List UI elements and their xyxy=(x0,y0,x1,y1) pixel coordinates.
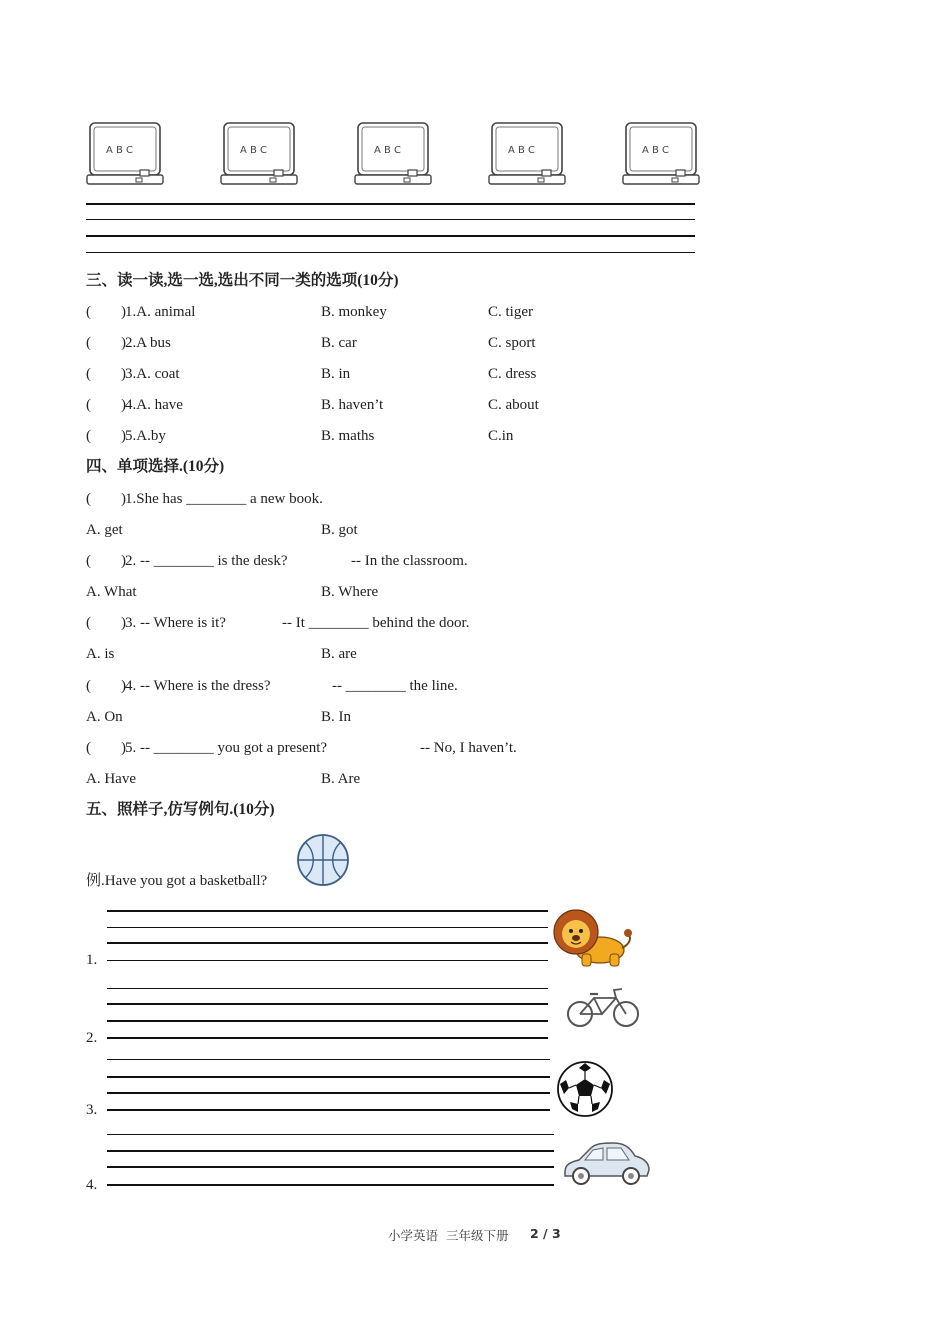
football-icon xyxy=(556,1060,614,1118)
answer-paren[interactable]: ( ) xyxy=(86,397,126,413)
answer-text: -- ________ the line. xyxy=(332,678,458,694)
writing-line[interactable] xyxy=(107,1134,554,1135)
blackboard-1 xyxy=(86,120,164,188)
bicycle-icon xyxy=(564,984,644,1030)
option-b: B. In xyxy=(321,709,351,725)
option-c: C.in xyxy=(488,428,514,444)
writing-line[interactable] xyxy=(86,235,695,237)
item-number: 1. xyxy=(86,952,98,968)
writing-line[interactable] xyxy=(107,1020,548,1022)
answer-text: -- No, I haven’t. xyxy=(420,740,517,756)
question-text: 4. -- Where is the dress? xyxy=(125,678,271,694)
section-3-title: 三、读一读,选一选,选出不同一类的选项(10分) xyxy=(86,272,399,289)
option-b: B. monkey xyxy=(321,304,387,320)
question-text: 5.A.by xyxy=(125,428,166,444)
option-b: B. in xyxy=(321,366,351,382)
question-text: 2. -- ________ is the desk? xyxy=(125,553,288,569)
writing-line[interactable] xyxy=(107,988,548,989)
writing-line[interactable] xyxy=(86,203,695,205)
blackboard-3 xyxy=(354,120,432,188)
lion-icon xyxy=(552,908,634,968)
svg-text:A B C: A B C xyxy=(106,145,134,156)
item-number: 4. xyxy=(86,1177,98,1193)
example-sentence: 例.Have you got a basketball? xyxy=(86,873,268,889)
writing-line[interactable] xyxy=(86,252,695,253)
option-b: B. Where xyxy=(321,584,379,600)
option-a: A. On xyxy=(86,709,123,725)
writing-line[interactable] xyxy=(107,942,548,944)
section-4-title: 四、单项选择.(10分) xyxy=(86,458,225,475)
svg-text:A B C: A B C xyxy=(374,145,402,156)
svg-text:A B C: A B C xyxy=(240,145,268,156)
option-b: B. Are xyxy=(321,771,361,787)
car-icon xyxy=(559,1136,651,1190)
question-text: 2.A bus xyxy=(125,335,171,351)
answer-paren[interactable]: ( ) xyxy=(86,491,126,507)
blackboard-5 xyxy=(622,120,700,188)
question-text: 5. -- ________ you got a present? xyxy=(125,740,328,756)
option-c: C. tiger xyxy=(488,304,533,320)
option-a: A. get xyxy=(86,522,123,538)
section-5-title: 五、照样子,仿写例句.(10分) xyxy=(86,801,275,818)
writing-line[interactable] xyxy=(107,1037,548,1039)
option-b: B. car xyxy=(321,335,357,351)
writing-line[interactable] xyxy=(107,910,548,912)
writing-line[interactable] xyxy=(107,1150,554,1152)
svg-text:A B C: A B C xyxy=(508,145,536,156)
page-number: 2 / 3 xyxy=(530,1226,561,1241)
question-text: 3. -- Where is it? xyxy=(125,615,226,631)
svg-text:A B C: A B C xyxy=(642,145,670,156)
answer-paren[interactable]: ( ) xyxy=(86,678,126,694)
writing-line[interactable] xyxy=(107,1003,548,1005)
option-c: C. dress xyxy=(488,366,537,382)
option-a: A. is xyxy=(86,646,115,662)
option-b: B. haven’t xyxy=(321,397,384,413)
item-number: 3. xyxy=(86,1102,98,1118)
answer-paren[interactable]: ( ) xyxy=(86,304,126,320)
question-text: 4.A. have xyxy=(125,397,183,413)
question-text: 3.A. coat xyxy=(125,366,180,382)
question-text: 1.A. animal xyxy=(125,304,196,320)
answer-paren[interactable]: ( ) xyxy=(86,615,126,631)
option-c: C. sport xyxy=(488,335,536,351)
writing-line[interactable] xyxy=(107,960,548,961)
writing-line[interactable] xyxy=(107,1076,550,1078)
answer-paren[interactable]: ( ) xyxy=(86,428,126,444)
writing-line[interactable] xyxy=(107,927,548,928)
option-b: B. got xyxy=(321,522,358,538)
writing-line[interactable] xyxy=(86,219,695,220)
writing-line[interactable] xyxy=(107,1166,554,1168)
basketball-icon xyxy=(296,832,350,888)
item-number: 2. xyxy=(86,1030,98,1046)
answer-paren[interactable]: ( ) xyxy=(86,366,126,382)
answer-paren[interactable]: ( ) xyxy=(86,553,126,569)
option-a: A. What xyxy=(86,584,137,600)
writing-line[interactable] xyxy=(107,1109,550,1111)
question-text: 1.She has ________ a new book. xyxy=(125,491,323,507)
option-c: C. about xyxy=(488,397,539,413)
writing-line[interactable] xyxy=(107,1059,550,1060)
blackboard-4 xyxy=(488,120,566,188)
answer-text: -- It ________ behind the door. xyxy=(282,615,470,631)
writing-line[interactable] xyxy=(107,1184,554,1186)
option-b: B. are xyxy=(321,646,357,662)
answer-paren[interactable]: ( ) xyxy=(86,740,126,756)
answer-text: -- In the classroom. xyxy=(351,553,468,569)
writing-line[interactable] xyxy=(107,1092,550,1094)
blackboard-2 xyxy=(220,120,298,188)
option-b: B. maths xyxy=(321,428,375,444)
answer-paren[interactable]: ( ) xyxy=(86,335,126,351)
option-a: A. Have xyxy=(86,771,136,787)
footer-subject: 小学英语 三年级下册 xyxy=(388,1228,509,1243)
